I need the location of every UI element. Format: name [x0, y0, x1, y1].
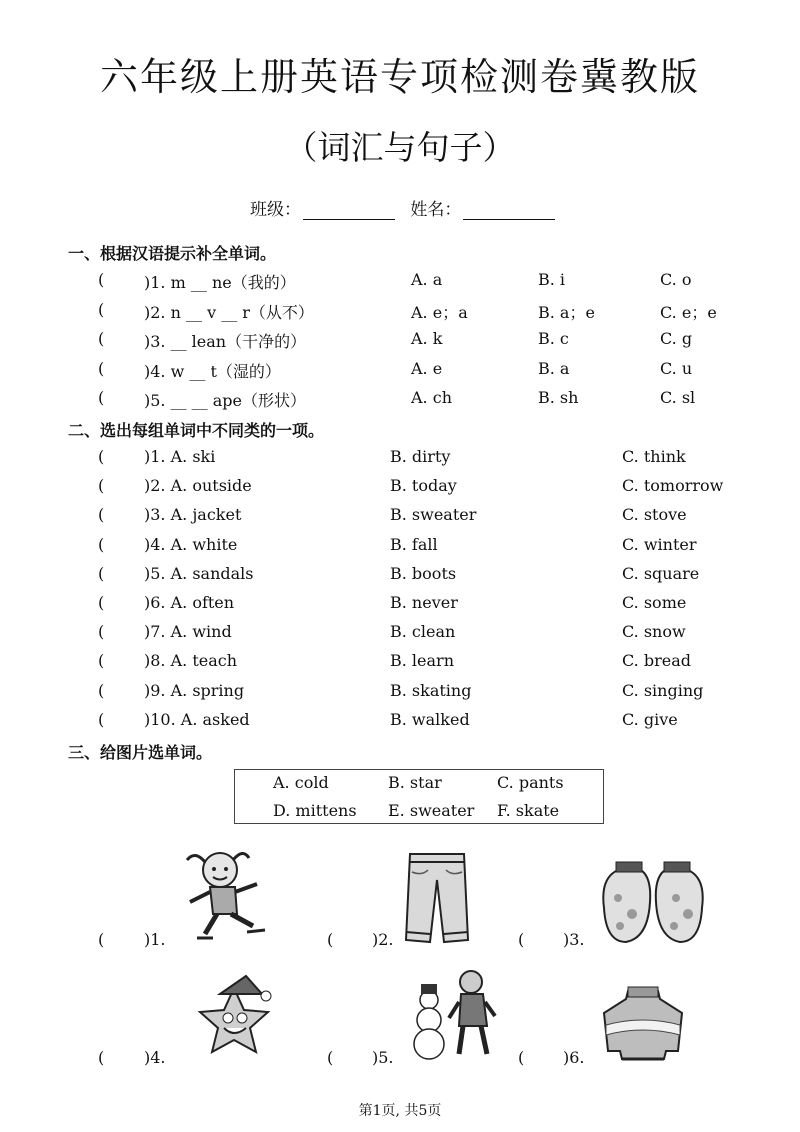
s2-option-c: C. some — [622, 593, 687, 612]
s2-question: )7. A. wind — [144, 622, 232, 642]
s2-question: )10. A. asked — [144, 709, 250, 729]
s2-option-b: B. dirty — [390, 447, 451, 466]
s2-option-b: B. clean — [390, 622, 456, 642]
s2-option-c: C. winter — [622, 534, 697, 554]
student-info-line — [250, 195, 565, 220]
s2-question: )1. A. ski — [144, 447, 216, 466]
s2-question: )8. A. teach — [144, 651, 238, 671]
s2-option-b: B. skating — [390, 680, 472, 700]
picture-item-label: )3. — [563, 930, 585, 949]
s1-option-c: C. sl — [660, 388, 696, 407]
s1-question: )5. __ __ ape（形状） — [144, 391, 307, 410]
mittens-picture — [598, 858, 708, 946]
s1-option-b: B. c — [538, 329, 569, 348]
name-label: 姓名： — [410, 200, 462, 220]
answer-paren[interactable]: ( — [98, 505, 105, 525]
answer-paren[interactable]: ( — [98, 534, 105, 554]
s2-option-c: C. tomorrow — [622, 476, 724, 496]
s1-option-c: C. o — [660, 270, 692, 289]
answer-paren[interactable]: ( — [98, 476, 105, 496]
s1-question: )4. w __ t（湿的） — [144, 361, 281, 381]
star-with-hat-picture — [184, 966, 284, 1056]
s1-option-b: B. a — [538, 358, 570, 378]
s2-question: )9. A. spring — [144, 680, 245, 700]
class-label: 班级： — [250, 200, 301, 220]
s1-option-c: C. u — [660, 358, 693, 378]
picture-item-label: )2. — [372, 930, 394, 949]
word-bank-option: F. skate — [497, 801, 560, 820]
pants-picture — [398, 850, 476, 945]
s2-option-b: B. never — [390, 593, 458, 612]
s2-option-c: C. square — [622, 563, 700, 583]
s2-option-c: C. think — [622, 447, 686, 466]
s1-option-b: B. a；e — [538, 302, 595, 322]
answer-paren[interactable]: ( — [98, 299, 105, 319]
answer-paren[interactable]: ( — [98, 447, 105, 466]
s1-option-a: A. ch — [411, 388, 452, 407]
snowman-and-cold-man-picture — [405, 964, 505, 1060]
picture-item-label: )5. — [372, 1048, 394, 1067]
s2-option-c: C. give — [622, 709, 678, 729]
s2-question: )2. A. outside — [144, 476, 252, 496]
page-subtitle: （词汇与句子） — [284, 128, 516, 167]
answer-paren[interactable]: ( — [98, 622, 105, 642]
answer-paren[interactable]: ( — [98, 270, 105, 289]
s1-question: )2. n __ v __ r（从不） — [144, 302, 314, 322]
word-bank-option: E. sweater — [388, 801, 475, 820]
answer-paren[interactable]: ( — [98, 709, 105, 729]
word-bank-option: D. mittens — [273, 801, 357, 820]
section1-heading: 一、根据汉语提示补全单词。 — [68, 244, 277, 263]
section2-heading: 二、选出每组单词中不同类的一项。 — [68, 421, 325, 440]
s2-option-c: C. stove — [622, 505, 687, 525]
s2-option-c: C. singing — [622, 680, 704, 700]
s2-question: )4. A. white — [144, 534, 238, 554]
s1-question: )3. __ lean（干净的） — [144, 332, 307, 351]
s1-option-c: C. e；e — [660, 302, 717, 322]
answer-paren[interactable]: ( — [98, 329, 105, 348]
answer-paren[interactable]: ( — [98, 930, 105, 949]
s2-question: )6. A. often — [144, 593, 235, 612]
skating-girl-picture — [175, 842, 275, 947]
s1-option-a: A. e；a — [411, 302, 468, 322]
answer-paren[interactable]: ( — [98, 680, 105, 700]
answer-paren[interactable]: ( — [98, 563, 105, 583]
word-bank-option: B. star — [388, 773, 442, 792]
picture-item-label: )1. — [144, 930, 166, 949]
s1-option-c: C. g — [660, 329, 693, 348]
class-blank[interactable] — [303, 203, 395, 220]
word-bank-option: C. pants — [497, 773, 564, 792]
s2-question: )5. A. sandals — [144, 563, 254, 583]
s1-option-a: A. k — [411, 329, 443, 348]
s2-option-c: C. bread — [622, 651, 691, 671]
word-bank-box — [234, 769, 604, 824]
answer-paren[interactable]: ( — [98, 358, 105, 378]
page-footer: 第1页, 共5页 — [358, 1103, 442, 1119]
s1-option-a: A. a — [411, 270, 443, 289]
answer-paren[interactable]: ( — [518, 1048, 525, 1067]
answer-paren[interactable]: ( — [98, 593, 105, 612]
s2-option-b: B. sweater — [390, 505, 477, 525]
name-blank[interactable] — [463, 203, 555, 220]
s2-option-b: B. walked — [390, 709, 470, 729]
s1-option-a: A. e — [411, 358, 443, 378]
s2-question: )3. A. jacket — [144, 505, 242, 525]
answer-paren[interactable]: ( — [98, 388, 105, 407]
answer-paren[interactable]: ( — [98, 1048, 105, 1067]
answer-paren[interactable]: ( — [98, 651, 105, 671]
s2-option-c: C. snow — [622, 622, 686, 642]
section3-heading: 三、给图片选单词。 — [68, 743, 213, 762]
picture-item-label: )4. — [144, 1048, 166, 1067]
s1-option-b: B. sh — [538, 388, 579, 407]
answer-paren[interactable]: ( — [518, 930, 525, 949]
answer-paren[interactable]: ( — [327, 930, 334, 949]
s2-option-b: B. boots — [390, 563, 457, 583]
picture-item-label: )6. — [563, 1048, 585, 1067]
s1-question: )1. m __ ne（我的） — [144, 273, 296, 292]
s2-option-b: B. learn — [390, 651, 455, 671]
s1-option-b: B. i — [538, 270, 566, 289]
answer-paren[interactable]: ( — [327, 1048, 334, 1067]
s2-option-b: B. fall — [390, 534, 438, 554]
sweater-picture — [598, 985, 688, 1061]
s2-option-b: B. today — [390, 476, 457, 496]
page-title: 六年级上册英语专项检测卷冀教版 — [99, 55, 700, 99]
word-bank-option: A. cold — [273, 773, 329, 792]
